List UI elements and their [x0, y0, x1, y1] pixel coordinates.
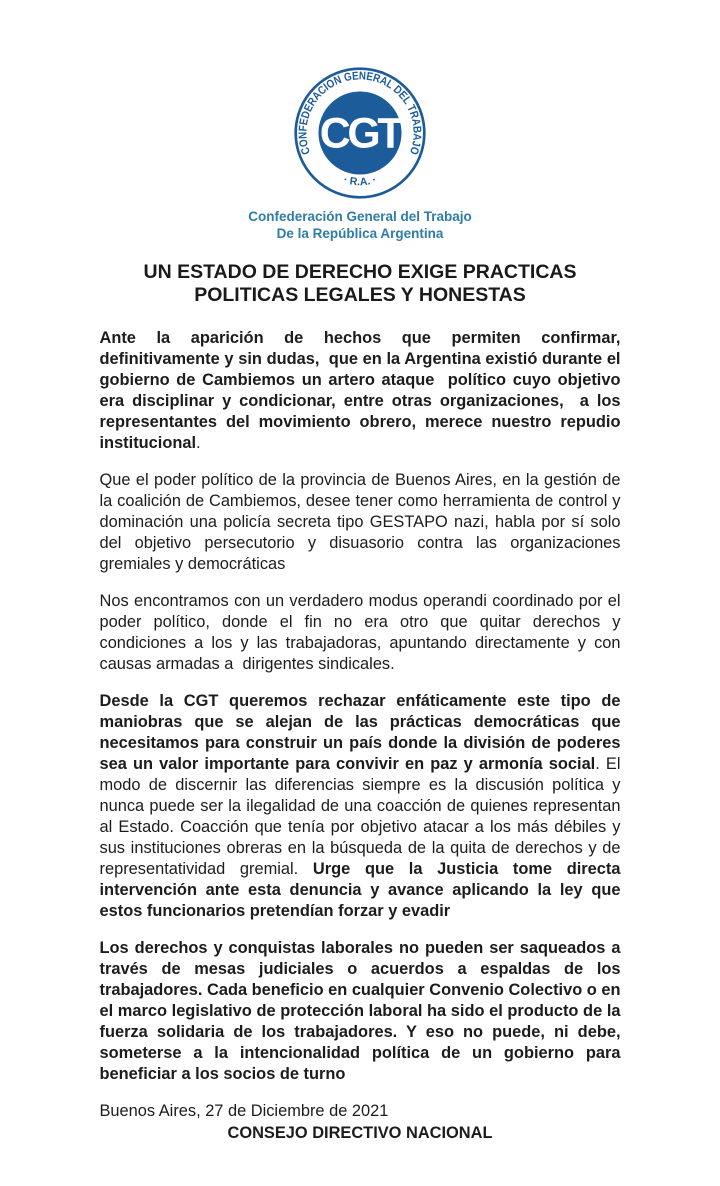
signature: CONSEJO DIRECTIVO NACIONAL	[227, 1124, 493, 1142]
document-title	[0, 261, 720, 307]
org-name-line2: De la República Argentina	[276, 225, 444, 241]
document-body	[99, 328, 626, 1085]
org-name-line1: Confederación General del Trabajo	[248, 209, 472, 224]
logo-cgt-monogram: CGT	[319, 109, 401, 158]
text-run: . El modo de discernir las diferencias siempre es la discusión política y nunca puede ser la ilegalidad de una coacción de quienes representan al Estado. Coacción que tenía por objetivo atacar a los más débiles y sus instituciones obreras en la búsqueda de la quita de derechos y de representatividad gremial.	[99, 755, 626, 878]
paragraph-5	[99, 938, 626, 1085]
paragraph-4	[99, 691, 626, 922]
paragraph-3	[99, 591, 626, 675]
text-run: Que el poder político de la provincia de Buenos Aires, en la gestión de la coalición de Cambiemos, desee tener como herramienta de control y dominación una policía secreta tipo GESTAPO nazi, habla por sí solo del objetivo persecutorio y disuasorio contra las organizaciones gremiales y democráticas	[99, 471, 626, 573]
text-run: Desde la CGT queremos rechazar enfáticamente este tipo de maniobras que se alejan de las prácticas democráticas que necesitamos para construir un país donde la división de poderes sea un valor importante para convivir en paz y armonía social	[99, 692, 626, 773]
text-run: Los derechos y conquistas laborales no pueden ser saqueados a través de mesas judiciales o acuerdos a espaldas de los trabajadores. Cada beneficio en cualquier Convenio Colectivo o en el marco legislativo de protección laboral ha sido el producto de la fuerza solidaria de los trabajadores. Y eso no puede, ni debe, someterse a la intencionalidad política de un gobierno para beneficiar a los socios de turno	[99, 939, 626, 1083]
dateline: Buenos Aires, 27 de Diciembre de 2021	[99, 1102, 389, 1120]
paragraph-1	[99, 328, 626, 454]
document-title-line1: UN ESTADO DE DERECHO EXIGE PRACTICAS	[143, 261, 577, 283]
logo-ring-text: CONFEDERACION GENERAL DEL TRABAJO	[297, 70, 423, 158]
text-run: .	[196, 434, 201, 452]
logo-ra-text: · R.A. ·	[342, 173, 378, 189]
document-footer	[100, 1101, 621, 1144]
org-name	[0, 209, 720, 242]
document-title-line2: POLITICAS LEGALES Y HONESTAS	[194, 284, 526, 306]
paragraph-2	[99, 470, 626, 575]
text-run: Nos encontramos con un verdadero modus operandi coordinado por el poder político, donde el fin no era otro que quitar derechos y condiciones a los y las trabajadoras, apuntando directamente y con causas armadas a dirigentes sindicales.	[99, 592, 626, 673]
cgt-logo	[0, 66, 720, 205]
text-run: Urge que la Justicia tome directa intervención ante esta denuncia y avance aplicando la ley que estos funcionarios pretendían forzar y evadir	[99, 860, 626, 920]
cgt-logo-emblem	[293, 66, 427, 200]
text-run: Ante la aparición de hechos que permiten confirmar, definitivamente y sin dudas, que en la Argentina existió durante el gobierno de Cambiemos un artero ataque político cuyo objetivo era disciplinar y condicionar, entre otras organizaciones, a los representantes del movimiento obrero, merece nuestro repudio institucional	[99, 329, 626, 452]
